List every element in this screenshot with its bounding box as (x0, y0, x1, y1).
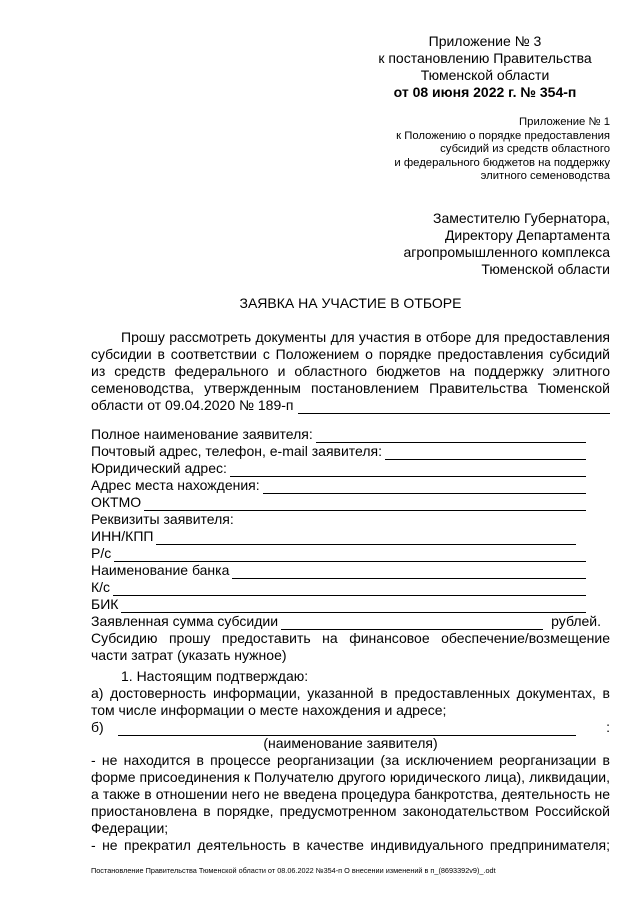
field-full-name (91, 426, 586, 443)
page-footer: Постановление Правительства Тюменской области от 08.06.2022 №354-п О внесении изменений в п_(8693392v9)_.odt (91, 866, 496, 875)
intro-blank-line[interactable] (298, 400, 610, 414)
field-postal-input[interactable] (385, 446, 586, 460)
appendix-3-line2: к постановлению Правительства (378, 50, 592, 66)
field-amount-input[interactable] (281, 616, 543, 630)
field-legal-address (91, 460, 586, 477)
field-full-name-input[interactable] (316, 429, 586, 443)
appendix-1-line1: Приложение № 1 (519, 116, 610, 128)
intro-paragraph (91, 329, 610, 414)
appendix-3-line1: Приложение № 3 (428, 33, 542, 49)
purpose-paragraph (91, 630, 610, 664)
field-oktmo-input[interactable] (144, 497, 586, 511)
confirm-dash2 (91, 837, 610, 854)
purpose-line2: части затрат (указать нужное) (91, 647, 287, 663)
purpose-line1: Субсидию прошу предоставить на финансовое обеспечение/возмещение (91, 630, 610, 646)
intro-line4: семеноводства, утвержденным постановлением Правительства Тюменской (91, 380, 610, 396)
confirm-dash1-line1: - не находится в процессе реорганизации (за исключением реорганизации в (91, 752, 610, 768)
confirm-b-input[interactable] (118, 722, 576, 736)
field-ks (91, 579, 586, 596)
confirm-dash1-line4: приостановлена в порядке, предусмотренном законодательством Российской (91, 803, 610, 819)
addressee-line4: Тюменской области (481, 261, 610, 277)
field-postal (91, 443, 586, 460)
appendix-1-block (330, 116, 610, 184)
field-location-address-label: Адрес места нахождения: (91, 477, 260, 493)
intro-line3: из средств федерального и областного бюджетов на поддержку элитного (91, 363, 610, 379)
field-amount-label: Заявленная сумма субсидии (91, 613, 279, 629)
field-inn-input[interactable] (156, 531, 576, 545)
field-requisites (91, 511, 586, 528)
field-legal-address-label: Юридический адрес: (91, 460, 227, 476)
confirm-b-suffix: : (606, 719, 610, 735)
confirm-a-line2: том числе информации о месте нахождения и адресе; (91, 702, 447, 718)
confirm-b (91, 719, 610, 736)
field-ks-label: К/с (91, 579, 111, 595)
field-bik-label: БИК (91, 596, 119, 612)
addressee-line2: Директору Департамента (444, 227, 610, 243)
field-oktmo (91, 494, 586, 511)
confirm-dash1-line3: а также в отношении него не введена процедура банкротства, деятельность не (91, 786, 610, 802)
field-location-address (91, 477, 586, 494)
field-bank (91, 562, 586, 579)
field-amount (91, 613, 601, 630)
appendix-1-line5: элитного семеноводства (480, 170, 610, 182)
field-oktmo-label: ОКТМО (91, 494, 142, 510)
field-rs-label: Р/с (91, 545, 112, 561)
confirm-b-caption: (наименование заявителя) (263, 735, 438, 751)
intro-line1: Прошу рассмотреть документы для участия в отборе для предоставления (121, 329, 610, 345)
confirm-a-line1: а) достоверность информации, указанной в предоставленных документах, в (91, 685, 610, 701)
field-full-name-label: Полное наименование заявителя: (91, 426, 313, 442)
field-postal-label: Почтовый адрес, телефон, e-mail заявителя: (91, 443, 383, 459)
appendix-1-line3: субсидий из средств областного (440, 143, 610, 155)
field-location-address-input[interactable] (263, 480, 586, 494)
document-title: ЗАЯВКА НА УЧАСТИЕ В ОТБОРЕ (239, 295, 462, 311)
appendix-3-date: от 08 июня 2022 г. № 354-п (393, 84, 577, 100)
field-bik (91, 596, 586, 613)
confirm-dash1 (91, 752, 610, 837)
appendix-3-block (360, 33, 610, 101)
field-inn (91, 528, 576, 545)
addressee-line1: Заместителю Губернатора, (433, 210, 610, 226)
confirm-dash2-line1: - не прекратил деятельность в качестве индивидуального предпринимателя; (91, 837, 610, 853)
field-rs (91, 545, 586, 562)
field-bank-label: Наименование банка (91, 562, 230, 578)
field-requisites-label: Реквизиты заявителя: (91, 511, 234, 527)
addressee-line3: агропромышленного комплекса (403, 244, 610, 260)
confirm-heading: 1. Настоящим подтверждаю: (121, 668, 309, 684)
field-legal-address-input[interactable] (230, 463, 586, 477)
confirm-dash1-line5: Федерации; (91, 820, 169, 836)
field-bank-input[interactable] (232, 565, 586, 579)
appendix-1-line2: к Положению о порядке предоставления (396, 129, 610, 142)
intro-line5: области от 09.04.2020 № 189-п (91, 397, 294, 413)
confirm-dash1-line2: форме присоединения к Получателю другого юридического лица), ликвидации, (91, 769, 610, 785)
appendix-3-line3: Тюменской области (420, 67, 550, 83)
confirm-b-prefix: б) (91, 719, 104, 735)
appendix-1-line4: и федерального бюджетов на поддержку (394, 156, 610, 169)
field-ks-input[interactable] (113, 582, 586, 596)
addressee-block (330, 210, 610, 278)
field-amount-unit: рублей. (551, 613, 601, 629)
field-rs-input[interactable] (114, 548, 586, 562)
field-inn-label: ИНН/КПП (91, 528, 154, 544)
confirm-a (91, 685, 610, 719)
field-bik-input[interactable] (121, 599, 586, 613)
intro-line2: субсидии в соответствии с Положением о порядке предоставления субсидий (91, 346, 610, 362)
